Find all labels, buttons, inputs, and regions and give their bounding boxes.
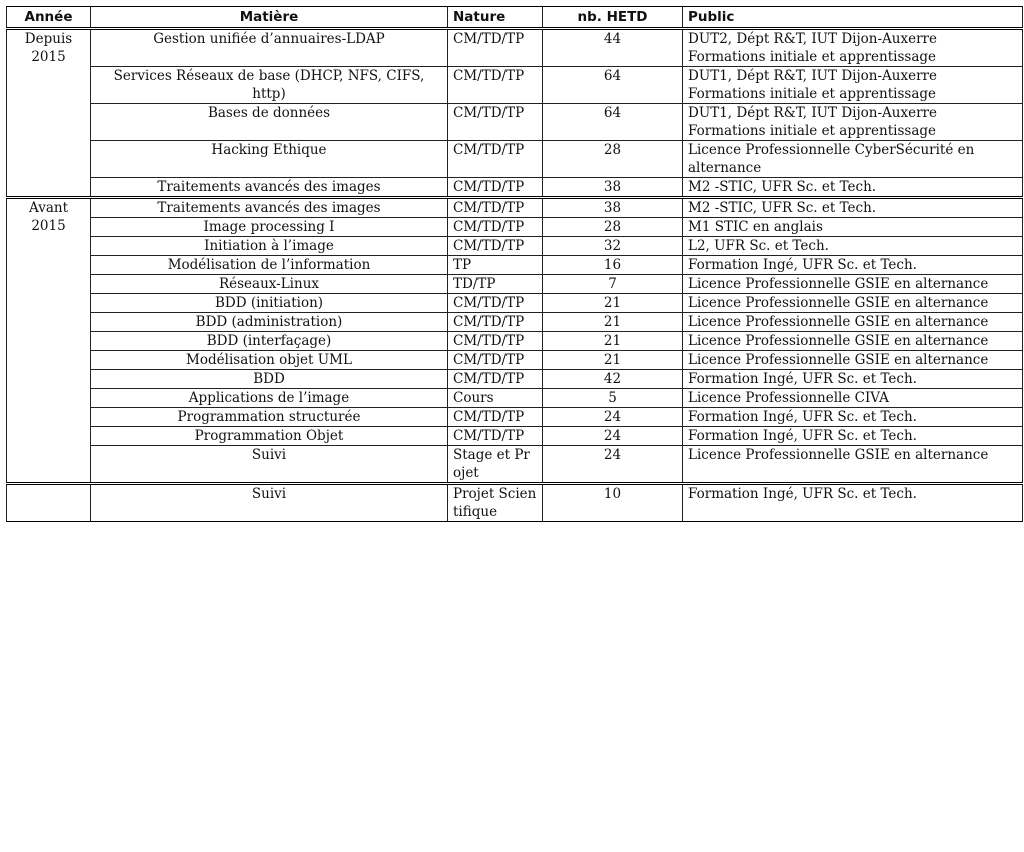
public-cell: Formation Ingé, UFR Sc. et Tech. <box>683 484 1023 522</box>
nature-cell: Projet Scientifique <box>448 484 543 522</box>
nature-cell: CM/TD/TP <box>448 218 543 237</box>
matiere-cell: Hacking Ethique <box>91 141 448 178</box>
public-cell: Licence Professionnelle GSIE en alternance <box>683 275 1023 294</box>
matiere-cell: Services Réseaux de base (DHCP, NFS, CIFS, http) <box>91 67 448 104</box>
hetd-cell: 24 <box>543 427 683 446</box>
public-cell: DUT2, Dépt R&T, IUT Dijon-Auxerre Formations initiale et apprentissage <box>683 29 1023 67</box>
matiere-cell: Suivi <box>91 484 448 522</box>
nature-cell: CM/TD/TP <box>448 370 543 389</box>
hetd-cell: 5 <box>543 389 683 408</box>
table-row <box>7 484 1023 522</box>
nature-cell: CM/TD/TP <box>448 178 543 198</box>
hetd-cell: 21 <box>543 351 683 370</box>
nature-cell: CM/TD/TP <box>448 313 543 332</box>
matiere-cell: Traitements avancés des images <box>91 198 448 218</box>
hetd-cell: 24 <box>543 446 683 484</box>
matiere-cell: Programmation Objet <box>91 427 448 446</box>
public-cell: DUT1, Dépt R&T, IUT Dijon-Auxerre Formations initiale et apprentissage <box>683 104 1023 141</box>
table-row <box>7 67 1023 104</box>
hetd-cell: 38 <box>543 178 683 198</box>
hetd-cell: 44 <box>543 29 683 67</box>
table-row <box>7 104 1023 141</box>
public-cell: M1 STIC en anglais <box>683 218 1023 237</box>
matiere-cell: Gestion unifiée d’annuaires-LDAP <box>91 29 448 67</box>
public-cell: Formation Ingé, UFR Sc. et Tech. <box>683 427 1023 446</box>
public-cell: Licence Professionnelle GSIE en alternance <box>683 313 1023 332</box>
table-row <box>7 141 1023 178</box>
table-row <box>7 294 1023 313</box>
header-matiere: Matière <box>91 7 448 29</box>
hetd-cell: 64 <box>543 67 683 104</box>
nature-cell: Cours <box>448 389 543 408</box>
table-row <box>7 427 1023 446</box>
hetd-cell: 16 <box>543 256 683 275</box>
table-row <box>7 218 1023 237</box>
public-cell: Licence Professionnelle CIVA <box>683 389 1023 408</box>
public-cell: Licence Professionnelle GSIE en alternance <box>683 446 1023 484</box>
matiere-cell: Bases de données <box>91 104 448 141</box>
public-cell: DUT1, Dépt R&T, IUT Dijon-Auxerre Formations initiale et apprentissage <box>683 67 1023 104</box>
matiere-cell: Modélisation de l’information <box>91 256 448 275</box>
matiere-cell: BDD (administration) <box>91 313 448 332</box>
nature-cell: CM/TD/TP <box>448 294 543 313</box>
hetd-cell: 42 <box>543 370 683 389</box>
year-cell <box>7 484 91 522</box>
table-row <box>7 370 1023 389</box>
table-row <box>7 351 1023 370</box>
hetd-cell: 21 <box>543 294 683 313</box>
table-row <box>7 178 1023 198</box>
matiere-cell: Traitements avancés des images <box>91 178 448 198</box>
nature-cell: TD/TP <box>448 275 543 294</box>
matiere-cell: Initiation à l’image <box>91 237 448 256</box>
nature-cell: CM/TD/TP <box>448 237 543 256</box>
public-cell: Licence Professionnelle CyberSécurité en alternance <box>683 141 1023 178</box>
header-nature: Nature <box>448 7 543 29</box>
public-cell: M2 -STIC, UFR Sc. et Tech. <box>683 178 1023 198</box>
public-cell: Formation Ingé, UFR Sc. et Tech. <box>683 256 1023 275</box>
matiere-cell: Applications de l’image <box>91 389 448 408</box>
header-annee: Année <box>7 7 91 29</box>
nature-cell: Stage et Projet <box>448 446 543 484</box>
hetd-cell: 10 <box>543 484 683 522</box>
table-row <box>7 198 1023 218</box>
hetd-cell: 38 <box>543 198 683 218</box>
hetd-cell: 24 <box>543 408 683 427</box>
table-row <box>7 446 1023 484</box>
hetd-cell: 28 <box>543 218 683 237</box>
nature-cell: CM/TD/TP <box>448 198 543 218</box>
table-row <box>7 275 1023 294</box>
nature-cell: CM/TD/TP <box>448 332 543 351</box>
nature-cell: CM/TD/TP <box>448 351 543 370</box>
nature-cell: CM/TD/TP <box>448 104 543 141</box>
table-row <box>7 389 1023 408</box>
nature-cell: TP <box>448 256 543 275</box>
public-cell: Licence Professionnelle GSIE en alternance <box>683 332 1023 351</box>
public-cell: Licence Professionnelle GSIE en alternance <box>683 351 1023 370</box>
matiere-cell: BDD (initiation) <box>91 294 448 313</box>
table-row <box>7 29 1023 67</box>
hetd-cell: 28 <box>543 141 683 178</box>
year-cell: Depuis 2015 <box>7 29 91 198</box>
header-hetd: nb. HETD <box>543 7 683 29</box>
table-row <box>7 237 1023 256</box>
nature-cell: CM/TD/TP <box>448 29 543 67</box>
table-body <box>7 29 1023 522</box>
hetd-cell: 7 <box>543 275 683 294</box>
table-row <box>7 313 1023 332</box>
teaching-table <box>6 6 1023 522</box>
nature-cell: CM/TD/TP <box>448 141 543 178</box>
public-cell: Formation Ingé, UFR Sc. et Tech. <box>683 370 1023 389</box>
hetd-cell: 32 <box>543 237 683 256</box>
matiere-cell: Modélisation objet UML <box>91 351 448 370</box>
matiere-cell: Image processing I <box>91 218 448 237</box>
matiere-cell: Réseaux-Linux <box>91 275 448 294</box>
nature-cell: CM/TD/TP <box>448 427 543 446</box>
table-header-row <box>7 7 1023 29</box>
header-public: Public <box>683 7 1023 29</box>
matiere-cell: BDD (interfaçage) <box>91 332 448 351</box>
public-cell: M2 -STIC, UFR Sc. et Tech. <box>683 198 1023 218</box>
matiere-cell: Programmation structurée <box>91 408 448 427</box>
table-row <box>7 256 1023 275</box>
public-cell: L2, UFR Sc. et Tech. <box>683 237 1023 256</box>
public-cell: Formation Ingé, UFR Sc. et Tech. <box>683 408 1023 427</box>
hetd-cell: 21 <box>543 332 683 351</box>
nature-cell: CM/TD/TP <box>448 408 543 427</box>
table-row <box>7 332 1023 351</box>
hetd-cell: 64 <box>543 104 683 141</box>
year-cell: Avant 2015 <box>7 198 91 484</box>
nature-cell: CM/TD/TP <box>448 67 543 104</box>
public-cell: Licence Professionnelle GSIE en alternance <box>683 294 1023 313</box>
matiere-cell: Suivi <box>91 446 448 484</box>
matiere-cell: BDD <box>91 370 448 389</box>
table-row <box>7 408 1023 427</box>
hetd-cell: 21 <box>543 313 683 332</box>
